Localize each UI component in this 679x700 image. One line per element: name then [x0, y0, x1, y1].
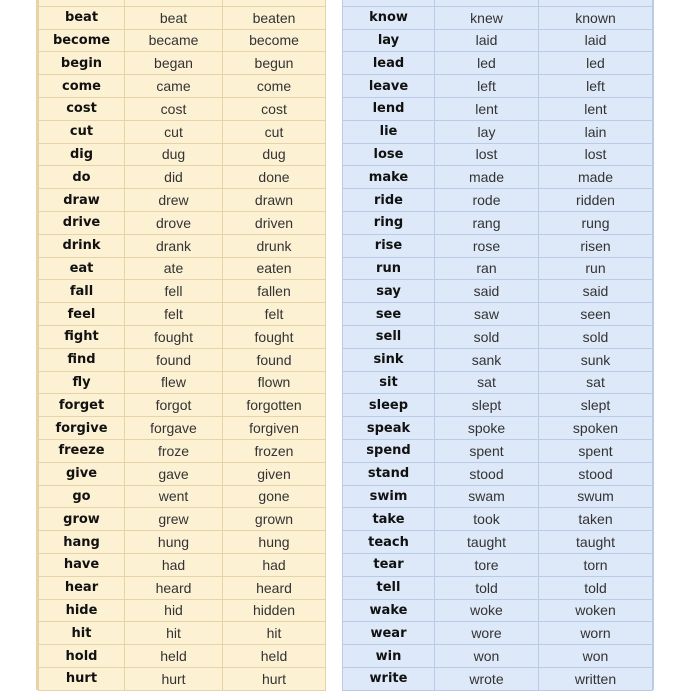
past-participle-cell: laid — [539, 29, 653, 52]
past-simple-cell: wore — [435, 622, 539, 645]
verb-row — [39, 280, 326, 303]
past-simple-cell: cut — [125, 120, 223, 143]
verb-row — [343, 120, 653, 143]
verb-row — [39, 52, 326, 75]
past-simple-cell: sold — [435, 325, 539, 348]
past-simple-cell: left — [435, 75, 539, 98]
past-participle-cell: beaten — [223, 6, 326, 29]
verb-row — [343, 485, 653, 508]
past-simple-cell: felt — [125, 303, 223, 326]
past-participle-cell: done — [223, 166, 326, 189]
base-form-cell: tear — [343, 553, 435, 576]
past-participle-cell: eaten — [223, 257, 326, 280]
past-simple-cell: froze — [125, 439, 223, 462]
past-simple-cell: forgave — [125, 417, 223, 440]
past-simple-cell: led — [435, 52, 539, 75]
past-participle-cell: hidden — [223, 599, 326, 622]
past-participle-cell: lost — [539, 143, 653, 166]
verb-row — [343, 508, 653, 531]
base-form-cell: spend — [343, 439, 435, 462]
past-participle-cell: stood — [539, 462, 653, 485]
base-form-cell: ride — [343, 189, 435, 212]
verb-row — [39, 417, 326, 440]
past-participle-cell: cost — [223, 97, 326, 120]
past-participle-cell: taken — [539, 508, 653, 531]
verb-row — [343, 52, 653, 75]
base-form-cell: win — [343, 645, 435, 668]
past-simple-cell: lost — [435, 143, 539, 166]
verb-row — [39, 211, 326, 234]
base-form-cell: hear — [39, 576, 125, 599]
past-simple-cell: lent — [435, 97, 539, 120]
past-participle-cell: hurt — [223, 667, 326, 690]
past-simple-cell: held — [125, 645, 223, 668]
past-simple-cell: went — [125, 485, 223, 508]
verb-row — [343, 439, 653, 462]
verb-row — [39, 508, 326, 531]
past-participle-cell: hung — [223, 531, 326, 554]
verb-row — [343, 553, 653, 576]
verb-row — [343, 189, 653, 212]
past-simple-cell: became — [125, 29, 223, 52]
base-form-cell: stand — [343, 462, 435, 485]
past-simple-cell: ate — [125, 257, 223, 280]
irregular-verbs-table-left — [38, 0, 326, 691]
past-participle-cell: seen — [539, 303, 653, 326]
past-participle-cell: become — [223, 29, 326, 52]
past-simple-cell: stood — [435, 462, 539, 485]
past-participle-cell: forgotten — [223, 394, 326, 417]
base-form-cell: beat — [39, 6, 125, 29]
past-simple-cell: began — [125, 52, 223, 75]
past-participle-cell: flown — [223, 371, 326, 394]
verb-row — [343, 417, 653, 440]
past-simple-cell: won — [435, 645, 539, 668]
past-simple-cell: fought — [125, 325, 223, 348]
base-form-cell: hide — [39, 599, 125, 622]
past-simple-cell: ran — [435, 257, 539, 280]
past-simple-cell: hung — [125, 531, 223, 554]
base-form-cell: see — [343, 303, 435, 326]
base-form-cell: make — [343, 166, 435, 189]
past-participle-cell: said — [539, 280, 653, 303]
base-form-cell: hold — [39, 645, 125, 668]
verb-row — [39, 485, 326, 508]
base-form-cell: know — [343, 6, 435, 29]
verb-row — [39, 599, 326, 622]
verb-row — [343, 462, 653, 485]
past-simple-cell: found — [125, 348, 223, 371]
verb-row — [39, 462, 326, 485]
base-form-cell: hang — [39, 531, 125, 554]
base-form-cell: tell — [343, 576, 435, 599]
past-simple-cell: spoke — [435, 417, 539, 440]
base-form-cell: speak — [343, 417, 435, 440]
past-participle-cell: driven — [223, 211, 326, 234]
base-form-cell: sell — [343, 325, 435, 348]
past-simple-cell: hit — [125, 622, 223, 645]
base-form-cell: eat — [39, 257, 125, 280]
verb-row — [39, 325, 326, 348]
irregular-verbs-table-right — [342, 0, 653, 691]
base-form-cell: drive — [39, 211, 125, 234]
past-participle-cell: won — [539, 645, 653, 668]
verb-row — [343, 166, 653, 189]
base-form-cell: fall — [39, 280, 125, 303]
past-simple-cell: dug — [125, 143, 223, 166]
past-participle-cell: swum — [539, 485, 653, 508]
base-form-cell: cost — [39, 97, 125, 120]
past-participle-cell: woken — [539, 599, 653, 622]
verb-row — [343, 394, 653, 417]
base-form-cell: wear — [343, 622, 435, 645]
base-form-cell: have — [39, 553, 125, 576]
base-form-cell: fly — [39, 371, 125, 394]
past-participle-cell: drunk — [223, 234, 326, 257]
verb-row — [343, 371, 653, 394]
verb-row — [39, 576, 326, 599]
past-simple-cell: made — [435, 166, 539, 189]
past-simple-cell: rode — [435, 189, 539, 212]
past-simple-cell: came — [125, 75, 223, 98]
past-simple-cell: drank — [125, 234, 223, 257]
base-form-cell: cut — [39, 120, 125, 143]
verb-row — [39, 622, 326, 645]
past-simple-cell: said — [435, 280, 539, 303]
past-simple-cell: spent — [435, 439, 539, 462]
past-simple-cell: did — [125, 166, 223, 189]
base-form-cell: write — [343, 667, 435, 690]
verb-row — [343, 75, 653, 98]
past-participle-cell: held — [223, 645, 326, 668]
verb-row — [39, 29, 326, 52]
past-participle-cell: sunk — [539, 348, 653, 371]
base-form-cell: rise — [343, 234, 435, 257]
past-participle-cell: fallen — [223, 280, 326, 303]
past-participle-cell: spent — [539, 439, 653, 462]
base-form-cell: draw — [39, 189, 125, 212]
base-form-cell: become — [39, 29, 125, 52]
past-participle-cell: heard — [223, 576, 326, 599]
past-participle-cell: found — [223, 348, 326, 371]
base-form-cell: come — [39, 75, 125, 98]
past-participle-cell: risen — [539, 234, 653, 257]
verb-row — [39, 553, 326, 576]
base-form-cell: find — [39, 348, 125, 371]
verb-row — [343, 599, 653, 622]
base-form-cell: wake — [343, 599, 435, 622]
past-participle-cell: dug — [223, 143, 326, 166]
base-form-cell: teach — [343, 531, 435, 554]
verb-row — [343, 29, 653, 52]
past-simple-cell: wrote — [435, 667, 539, 690]
past-simple-cell: heard — [125, 576, 223, 599]
verb-row — [343, 97, 653, 120]
past-participle-cell: told — [539, 576, 653, 599]
past-simple-cell: had — [125, 553, 223, 576]
verb-row — [343, 325, 653, 348]
base-form-cell: forget — [39, 394, 125, 417]
verb-row — [343, 280, 653, 303]
past-participle-cell: rung — [539, 211, 653, 234]
past-participle-cell: led — [539, 52, 653, 75]
verb-row — [343, 645, 653, 668]
past-simple-cell: sat — [435, 371, 539, 394]
verb-row — [343, 143, 653, 166]
verb-row — [343, 234, 653, 257]
past-simple-cell: told — [435, 576, 539, 599]
base-form-cell: grow — [39, 508, 125, 531]
past-simple-cell: tore — [435, 553, 539, 576]
past-participle-cell: spoken — [539, 417, 653, 440]
base-form-cell: freeze — [39, 439, 125, 462]
past-simple-cell: swam — [435, 485, 539, 508]
verb-row — [39, 120, 326, 143]
verb-row — [39, 531, 326, 554]
verb-row — [343, 348, 653, 371]
verb-row — [39, 234, 326, 257]
past-simple-cell: drove — [125, 211, 223, 234]
base-form-cell: do — [39, 166, 125, 189]
base-form-cell: sink — [343, 348, 435, 371]
past-simple-cell: forgot — [125, 394, 223, 417]
past-simple-cell: sank — [435, 348, 539, 371]
past-participle-cell: ridden — [539, 189, 653, 212]
past-simple-cell: gave — [125, 462, 223, 485]
verb-row — [39, 97, 326, 120]
past-participle-cell: fought — [223, 325, 326, 348]
past-participle-cell: come — [223, 75, 326, 98]
base-form-cell: drink — [39, 234, 125, 257]
past-simple-cell: rang — [435, 211, 539, 234]
past-participle-cell: left — [539, 75, 653, 98]
verb-row — [39, 6, 326, 29]
past-participle-cell: had — [223, 553, 326, 576]
past-simple-cell: drew — [125, 189, 223, 212]
past-participle-cell: forgiven — [223, 417, 326, 440]
past-simple-cell: hid — [125, 599, 223, 622]
verb-row — [39, 371, 326, 394]
base-form-cell: dig — [39, 143, 125, 166]
verb-row — [39, 394, 326, 417]
past-participle-cell: worn — [539, 622, 653, 645]
past-simple-cell: taught — [435, 531, 539, 554]
past-participle-cell: run — [539, 257, 653, 280]
base-form-cell: hurt — [39, 667, 125, 690]
past-simple-cell: fell — [125, 280, 223, 303]
verb-row — [343, 667, 653, 690]
past-participle-cell: felt — [223, 303, 326, 326]
verb-row — [343, 257, 653, 280]
verb-row — [343, 6, 653, 29]
verb-row — [39, 166, 326, 189]
past-simple-cell: flew — [125, 371, 223, 394]
past-participle-cell: sat — [539, 371, 653, 394]
past-participle-cell: known — [539, 6, 653, 29]
verb-row — [39, 348, 326, 371]
past-simple-cell: cost — [125, 97, 223, 120]
base-form-cell: take — [343, 508, 435, 531]
past-participle-cell: slept — [539, 394, 653, 417]
base-form-cell: begin — [39, 52, 125, 75]
base-form-cell: sleep — [343, 394, 435, 417]
verb-row — [39, 189, 326, 212]
verb-row — [39, 439, 326, 462]
base-form-cell: lead — [343, 52, 435, 75]
verb-row — [343, 576, 653, 599]
past-simple-cell: slept — [435, 394, 539, 417]
base-form-cell: forgive — [39, 417, 125, 440]
past-simple-cell: beat — [125, 6, 223, 29]
base-form-cell: leave — [343, 75, 435, 98]
base-form-cell: lie — [343, 120, 435, 143]
base-form-cell: feel — [39, 303, 125, 326]
past-participle-cell: begun — [223, 52, 326, 75]
base-form-cell: swim — [343, 485, 435, 508]
past-simple-cell: lay — [435, 120, 539, 143]
base-form-cell: run — [343, 257, 435, 280]
base-form-cell: lend — [343, 97, 435, 120]
past-participle-cell: given — [223, 462, 326, 485]
past-participle-cell: grown — [223, 508, 326, 531]
past-participle-cell: lain — [539, 120, 653, 143]
past-simple-cell: hurt — [125, 667, 223, 690]
past-simple-cell: knew — [435, 6, 539, 29]
base-form-cell: ring — [343, 211, 435, 234]
verb-row — [343, 211, 653, 234]
verb-row — [39, 257, 326, 280]
verb-row — [39, 143, 326, 166]
past-participle-cell: hit — [223, 622, 326, 645]
past-simple-cell: took — [435, 508, 539, 531]
past-participle-cell: written — [539, 667, 653, 690]
verb-row — [343, 531, 653, 554]
past-simple-cell: woke — [435, 599, 539, 622]
base-form-cell: lose — [343, 143, 435, 166]
past-participle-cell: drawn — [223, 189, 326, 212]
verb-row — [39, 645, 326, 668]
verb-row — [343, 622, 653, 645]
verb-row — [39, 75, 326, 98]
verb-row — [39, 303, 326, 326]
base-form-cell: lay — [343, 29, 435, 52]
past-participle-cell: made — [539, 166, 653, 189]
past-participle-cell: cut — [223, 120, 326, 143]
base-form-cell: give — [39, 462, 125, 485]
past-participle-cell: gone — [223, 485, 326, 508]
past-simple-cell: rose — [435, 234, 539, 257]
verb-row — [39, 667, 326, 690]
past-participle-cell: torn — [539, 553, 653, 576]
base-form-cell: sit — [343, 371, 435, 394]
verb-row — [343, 303, 653, 326]
past-participle-cell: frozen — [223, 439, 326, 462]
base-form-cell: hit — [39, 622, 125, 645]
past-participle-cell: taught — [539, 531, 653, 554]
past-simple-cell: laid — [435, 29, 539, 52]
past-participle-cell: lent — [539, 97, 653, 120]
base-form-cell: say — [343, 280, 435, 303]
past-simple-cell: grew — [125, 508, 223, 531]
base-form-cell: fight — [39, 325, 125, 348]
past-simple-cell: saw — [435, 303, 539, 326]
past-participle-cell: sold — [539, 325, 653, 348]
base-form-cell: go — [39, 485, 125, 508]
